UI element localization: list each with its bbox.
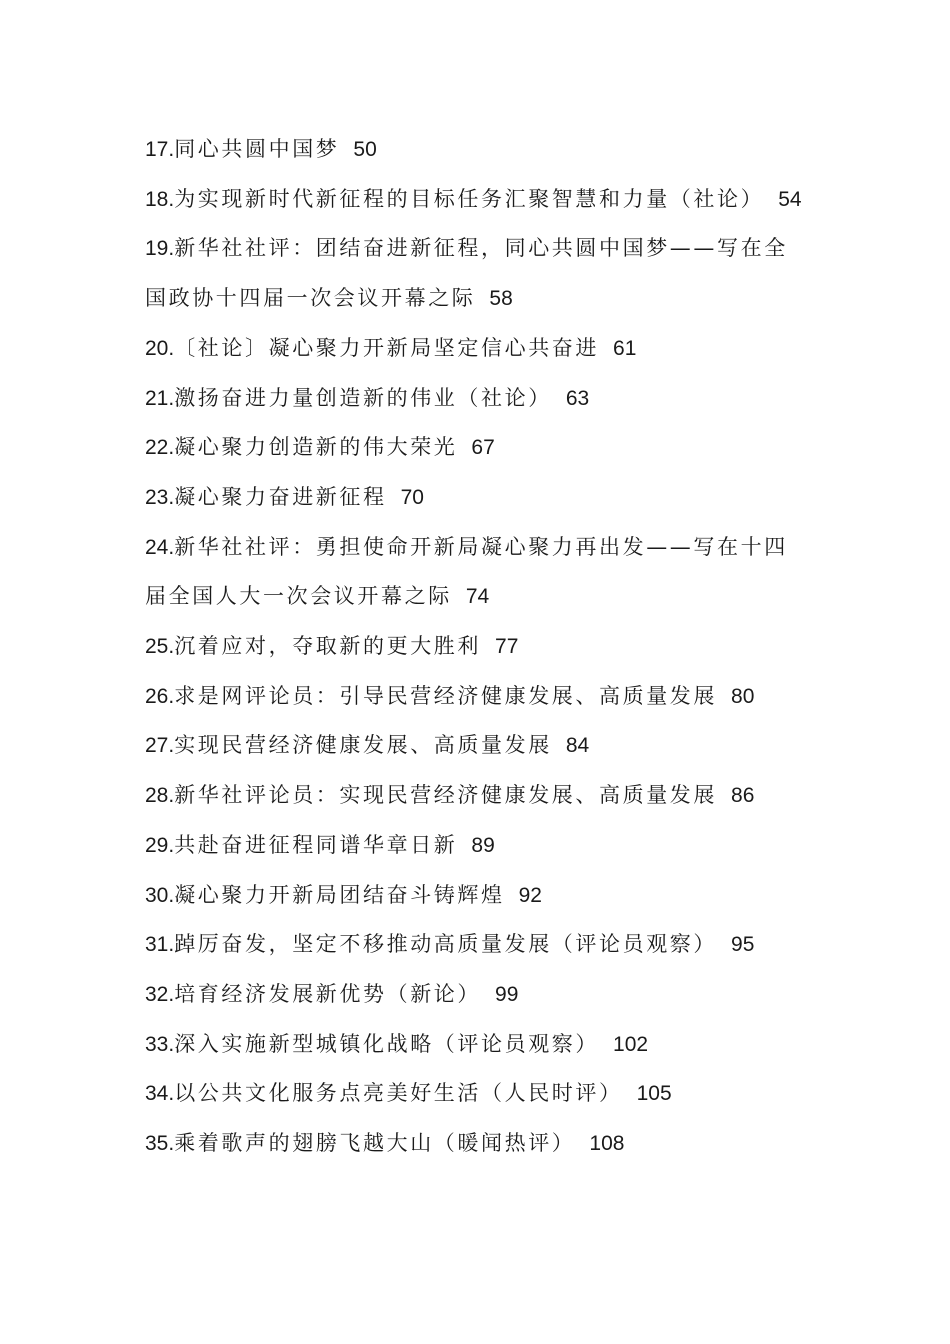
toc-entry [145,423,810,473]
entry-number: 32. [145,982,175,1006]
entry-title: 乘着歌声的翅膀飞越大山（暖闻热评） [174,1131,576,1156]
entry-title: 求是网评论员：引导民营经济健康发展、高质量发展 [174,683,718,708]
toc-entry [145,920,810,970]
entry-title: 激扬奋进力量创造新的伟业（社论） [174,385,552,410]
entry-number: 19. [145,237,175,261]
entry-title: 凝心聚力奋进新征程 [174,484,387,509]
toc-entry [145,473,810,523]
entry-number: 22. [145,436,175,460]
entry-title: 新华社评论员：实现民营经济健康发展、高质量发展 [174,783,718,808]
entry-title: 深入实施新型城镇化战略（评论员观察） [174,1031,600,1056]
entry-page-number: 99 [495,982,519,1006]
entry-number: 34. [145,1082,175,1106]
entry-page-number: 89 [471,833,495,857]
toc-entry [145,374,810,424]
toc-entry [145,1119,810,1169]
toc-entry [145,771,810,821]
entry-number: 27. [145,734,175,758]
entry-page-number: 92 [518,883,542,907]
entry-page-number: 80 [731,684,755,708]
entry-number: 29. [145,833,175,857]
entry-title: 沉着应对，夺取新的更大胜利 [174,634,482,659]
entry-title: 以公共文化服务点亮美好生活（人民时评） [174,1081,623,1106]
toc-entry [145,1020,810,1070]
toc-entry [145,821,810,871]
toc-entry [145,224,810,323]
entry-title: 同心共圆中国梦 [174,137,340,161]
toc-entry [145,672,810,722]
entry-number: 26. [145,684,175,708]
entry-title: 实现民营经济健康发展、高质量发展 [174,733,552,758]
entry-page-number: 95 [731,933,755,957]
entry-title: 共赴奋进征程同谱华章日新 [174,832,458,857]
toc-entry [145,324,810,374]
toc-entry [145,721,810,771]
entry-page-number: 58 [489,287,513,311]
entry-number: 28. [145,784,175,808]
entry-title: 新华社社评：勇担使命开新局凝心聚力再出发——写在十四届全国人大一次会议开幕之际 [145,534,788,609]
toc-entry [145,175,810,225]
entry-number: 23. [145,485,175,509]
entry-page-number: 50 [353,138,377,161]
entry-page-number: 74 [465,585,490,609]
toc-entry [145,523,810,622]
entry-number: 18. [145,187,175,211]
toc-entry [145,125,810,175]
entry-page-number: 70 [400,485,424,509]
entry-title: 为实现新时代新征程的目标任务汇聚智慧和力量（社论） [174,186,765,211]
toc-entry [145,970,810,1020]
entry-title: 培育经济发展新优势（新论） [174,981,482,1006]
entry-page-number: 86 [731,784,755,808]
entry-number: 25. [145,635,175,659]
entry-number: 20. [145,336,175,360]
entry-title: 凝心聚力创造新的伟大荣光 [174,435,458,460]
entry-title: 〔社论〕凝心聚力开新局坚定信心共奋进 [174,335,600,360]
entry-title: 踔厉奋发，坚定不移推动高质量发展（评论员观察） [174,932,718,957]
entry-title: 凝心聚力开新局团结奋斗铸辉煌 [174,882,505,907]
toc-entry [145,871,810,921]
entry-page-number: 84 [565,734,590,758]
entry-number: 33. [145,1032,175,1056]
entry-number: 21. [145,386,175,410]
toc-entry [145,1069,810,1119]
entry-page-number: 63 [565,386,590,410]
entry-page-number: 105 [636,1082,672,1106]
entry-number: 17. [145,138,175,161]
entry-page-number: 54 [778,187,802,211]
entry-page-number: 108 [589,1132,625,1156]
entry-page-number: 61 [613,336,637,360]
toc-entry [145,622,810,672]
entry-number: 24. [145,535,175,559]
table-of-contents [145,125,810,1169]
entry-title: 新华社社评：团结奋进新征程，同心共圆中国梦——写在全国政协十四届一次会议开幕之际 [145,236,788,311]
entry-page-number: 102 [613,1032,649,1056]
entry-page-number: 67 [471,436,495,460]
entry-page-number: 77 [495,635,519,659]
entry-number: 35. [145,1132,175,1156]
entry-number: 31. [145,933,175,957]
entry-number: 30. [145,883,175,907]
